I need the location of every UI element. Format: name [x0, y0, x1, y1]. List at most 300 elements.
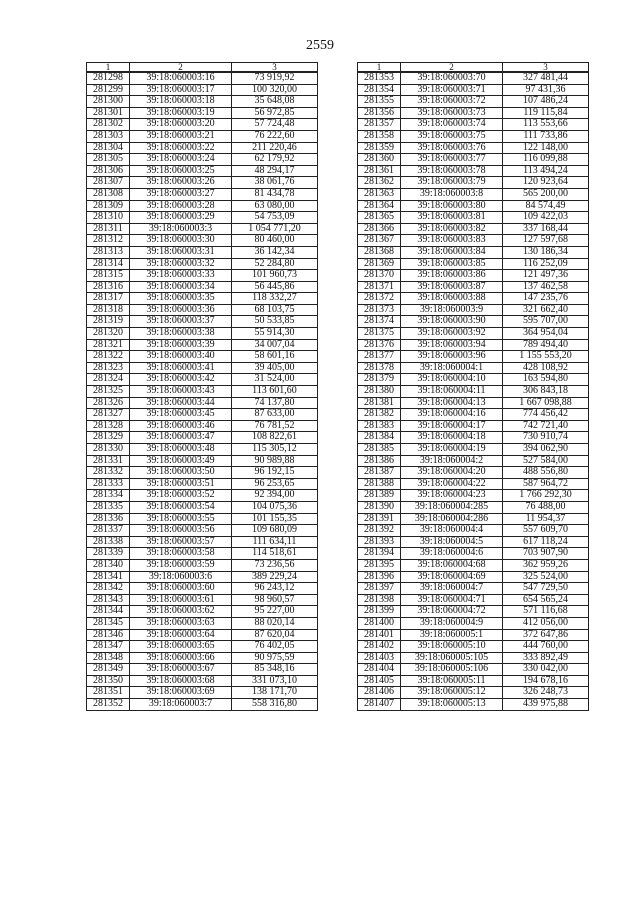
value-cell: 87 620,04 [232, 629, 318, 641]
value-cell: 330 042,00 [503, 664, 589, 676]
cadastral-number-cell: 39:18:060003:20 [130, 119, 232, 131]
cadastral-number-cell: 39:18:060003:51 [130, 478, 232, 490]
row-number-cell: 281385 [358, 444, 401, 456]
cadastral-number-cell: 39:18:060003:88 [401, 293, 503, 305]
table-row [358, 420, 589, 432]
cadastral-number-cell: 39:18:060004:11 [401, 386, 503, 398]
table-row [358, 513, 589, 525]
cadastral-number-cell: 39:18:060003:70 [401, 72, 503, 84]
cadastral-number-cell: 39:18:060004:2 [401, 455, 503, 467]
table-row [358, 281, 589, 293]
cadastral-number-cell: 39:18:060003:38 [130, 328, 232, 340]
cadastral-number-cell: 39:18:060003:73 [401, 107, 503, 119]
table-row [358, 258, 589, 270]
value-cell: 63 080,00 [232, 200, 318, 212]
cadastral-number-cell: 39:18:060003:68 [130, 675, 232, 687]
table-row [87, 617, 318, 629]
cadastral-number-cell: 39:18:060003:83 [401, 235, 503, 247]
table-row [87, 594, 318, 606]
value-cell: 74 137,80 [232, 397, 318, 409]
table-row [358, 467, 589, 479]
table-row [87, 478, 318, 490]
value-cell: 389 229,24 [232, 571, 318, 583]
value-cell: 107 486,24 [503, 96, 589, 108]
table-row [358, 571, 589, 583]
row-number-cell: 281395 [358, 559, 401, 571]
table-row [358, 119, 589, 131]
row-number-cell: 281348 [87, 652, 130, 664]
row-number-cell: 281379 [358, 374, 401, 386]
table-row [87, 687, 318, 699]
cadastral-number-cell: 39:18:060003:31 [130, 246, 232, 258]
value-cell: 101 155,35 [232, 513, 318, 525]
cadastral-number-cell: 39:18:060003:65 [130, 641, 232, 653]
cadastral-number-cell: 39:18:060005:105 [401, 652, 503, 664]
row-number-cell: 281313 [87, 246, 130, 258]
value-cell: 62 179,92 [232, 154, 318, 166]
table-row [358, 432, 589, 444]
table-row [358, 84, 589, 96]
row-number-cell: 281347 [87, 641, 130, 653]
cadastral-number-cell: 39:18:060005:13 [401, 699, 503, 711]
value-cell: 774 456,42 [503, 409, 589, 421]
table-row [87, 223, 318, 235]
row-number-cell: 281381 [358, 397, 401, 409]
cadastral-number-cell: 39:18:060003:78 [401, 165, 503, 177]
value-cell: 547 729,50 [503, 583, 589, 595]
table-row [87, 119, 318, 131]
table-row [358, 525, 589, 537]
table-row [87, 513, 318, 525]
cadastral-number-cell: 39:18:060003:81 [401, 212, 503, 224]
value-cell: 98 960,57 [232, 594, 318, 606]
row-number-cell: 281386 [358, 455, 401, 467]
table-row [87, 536, 318, 548]
table-row [358, 142, 589, 154]
value-cell: 428 108,92 [503, 362, 589, 374]
value-cell: 127 597,68 [503, 235, 589, 247]
cadastral-number-cell: 39:18:060003:77 [401, 154, 503, 166]
table-row [358, 246, 589, 258]
row-number-cell: 281398 [358, 594, 401, 606]
value-cell: 111 634,11 [232, 536, 318, 548]
row-number-cell: 281374 [358, 316, 401, 328]
table-row [358, 328, 589, 340]
row-number-cell: 281394 [358, 548, 401, 560]
value-cell: 362 959,26 [503, 559, 589, 571]
value-cell: 113 553,66 [503, 119, 589, 131]
value-cell: 80 460,00 [232, 235, 318, 247]
cadastral-number-cell: 39:18:060003:75 [401, 130, 503, 142]
cadastral-number-cell: 39:18:060003:55 [130, 513, 232, 525]
cadastral-number-cell: 39:18:060003:26 [130, 177, 232, 189]
cadastral-number-cell: 39:18:060003:74 [401, 119, 503, 131]
table-row [87, 316, 318, 328]
table-row [358, 444, 589, 456]
row-number-cell: 281397 [358, 583, 401, 595]
row-number-cell: 281370 [358, 270, 401, 282]
row-number-cell: 281343 [87, 594, 130, 606]
value-cell: 558 316,80 [232, 699, 318, 711]
value-cell: 742 721,40 [503, 420, 589, 432]
cadastral-number-cell: 39:18:060003:59 [130, 559, 232, 571]
column-header: 3 [232, 63, 318, 73]
table-row [87, 652, 318, 664]
row-number-cell: 281299 [87, 84, 130, 96]
table-row [87, 84, 318, 96]
value-cell: 557 609,70 [503, 525, 589, 537]
cadastral-number-cell: 39:18:060004:4 [401, 525, 503, 537]
table-row [87, 212, 318, 224]
cadastral-number-cell: 39:18:060003:37 [130, 316, 232, 328]
row-number-cell: 281298 [87, 72, 130, 84]
table-row [87, 107, 318, 119]
row-number-cell: 281390 [358, 501, 401, 513]
row-number-cell: 281357 [358, 119, 401, 131]
value-cell: 325 524,00 [503, 571, 589, 583]
table-row [358, 490, 589, 502]
value-cell: 57 724,48 [232, 119, 318, 131]
cadastral-number-cell: 39:18:060003:54 [130, 501, 232, 513]
row-number-cell: 281380 [358, 386, 401, 398]
table-row [358, 641, 589, 653]
table-row [358, 675, 589, 687]
table-row [358, 664, 589, 676]
cadastral-number-cell: 39:18:060004:72 [401, 606, 503, 618]
table-row [358, 130, 589, 142]
value-cell: 73 236,56 [232, 559, 318, 571]
value-cell: 571 116,68 [503, 606, 589, 618]
cadastral-number-cell: 39:18:060004:6 [401, 548, 503, 560]
table-row [87, 177, 318, 189]
row-number-cell: 281353 [358, 72, 401, 84]
value-cell: 38 061,76 [232, 177, 318, 189]
table-row [87, 293, 318, 305]
cadastral-number-cell: 39:18:060003:32 [130, 258, 232, 270]
cadastral-number-cell: 39:18:060004:13 [401, 397, 503, 409]
row-number-cell: 281312 [87, 235, 130, 247]
value-cell: 527 584,00 [503, 455, 589, 467]
row-number-cell: 281311 [87, 223, 130, 235]
cadastral-number-cell: 39:18:060004:68 [401, 559, 503, 571]
table-row [87, 188, 318, 200]
cadastral-number-cell: 39:18:060003:90 [401, 316, 503, 328]
row-number-cell: 281334 [87, 490, 130, 502]
value-cell: 565 200,00 [503, 188, 589, 200]
row-number-cell: 281340 [87, 559, 130, 571]
table-row [358, 107, 589, 119]
cadastral-number-cell: 39:18:060004:7 [401, 583, 503, 595]
row-number-cell: 281405 [358, 675, 401, 687]
cadastral-number-cell: 39:18:060003:84 [401, 246, 503, 258]
value-cell: 327 481,44 [503, 72, 589, 84]
cadastral-number-cell: 39:18:060003:36 [130, 304, 232, 316]
value-cell: 147 235,76 [503, 293, 589, 305]
value-cell: 321 662,40 [503, 304, 589, 316]
cadastral-number-cell: 39:18:060003:17 [130, 84, 232, 96]
table-row [358, 699, 589, 711]
cadastral-number-cell: 39:18:060003:49 [130, 455, 232, 467]
row-number-cell: 281345 [87, 617, 130, 629]
cadastral-number-cell: 39:18:060004:23 [401, 490, 503, 502]
row-number-cell: 281399 [358, 606, 401, 618]
table-row [87, 374, 318, 386]
row-number-cell: 281361 [358, 165, 401, 177]
row-number-cell: 281339 [87, 548, 130, 560]
table-row [87, 270, 318, 282]
cadastral-number-cell: 39:18:060005:1 [401, 629, 503, 641]
table-row [87, 409, 318, 421]
table-row [87, 571, 318, 583]
value-cell: 56 972,85 [232, 107, 318, 119]
row-number-cell: 281402 [358, 641, 401, 653]
table-row [87, 467, 318, 479]
table-row [358, 165, 589, 177]
row-number-cell: 281360 [358, 154, 401, 166]
row-number-cell: 281407 [358, 699, 401, 711]
value-cell: 108 822,61 [232, 432, 318, 444]
table-row [87, 130, 318, 142]
table-row [87, 304, 318, 316]
table-row [358, 455, 589, 467]
cadastral-number-cell: 39:18:060003:63 [130, 617, 232, 629]
row-number-cell: 281306 [87, 165, 130, 177]
table-row [358, 235, 589, 247]
value-cell: 58 601,16 [232, 351, 318, 363]
cadastral-number-cell: 39:18:060004:285 [401, 501, 503, 513]
value-cell: 337 168,44 [503, 223, 589, 235]
value-cell: 1 766 292,30 [503, 490, 589, 502]
cadastral-number-cell: 39:18:060003:41 [130, 362, 232, 374]
table-row [87, 559, 318, 571]
row-number-cell: 281326 [87, 397, 130, 409]
table-row [358, 223, 589, 235]
row-number-cell: 281356 [358, 107, 401, 119]
value-cell: 104 075,36 [232, 501, 318, 513]
table-row [358, 409, 589, 421]
value-cell: 439 975,88 [503, 699, 589, 711]
cadastral-number-cell: 39:18:060003:67 [130, 664, 232, 676]
row-number-cell: 281325 [87, 386, 130, 398]
table-row [358, 652, 589, 664]
value-cell: 488 556,80 [503, 467, 589, 479]
table-row [358, 559, 589, 571]
row-number-cell: 281359 [358, 142, 401, 154]
cadastral-number-cell: 39:18:060003:35 [130, 293, 232, 305]
table-row [87, 525, 318, 537]
row-number-cell: 281302 [87, 119, 130, 131]
table-row [87, 444, 318, 456]
table-row [358, 548, 589, 560]
table-row [358, 501, 589, 513]
value-cell: 333 892,49 [503, 652, 589, 664]
cadastral-number-cell: 39:18:060003:44 [130, 397, 232, 409]
row-number-cell: 281344 [87, 606, 130, 618]
table-row [87, 490, 318, 502]
value-cell: 109 422,03 [503, 212, 589, 224]
value-cell: 1 667 098,88 [503, 397, 589, 409]
cadastral-number-cell: 39:18:060004:17 [401, 420, 503, 432]
cadastral-number-cell: 39:18:060003:85 [401, 258, 503, 270]
cadastral-number-cell: 39:18:060003:66 [130, 652, 232, 664]
table-row [358, 293, 589, 305]
table-row [87, 72, 318, 84]
cadastral-number-cell: 39:18:060004:5 [401, 536, 503, 548]
value-cell: 76 488,00 [503, 501, 589, 513]
table-row [87, 386, 318, 398]
table-row [87, 362, 318, 374]
row-number-cell: 281388 [358, 478, 401, 490]
table-row [358, 212, 589, 224]
value-cell: 48 294,17 [232, 165, 318, 177]
page-number: 2559 [306, 38, 334, 53]
cadastral-number-cell: 39:18:060003:82 [401, 223, 503, 235]
value-cell: 116 099,88 [503, 154, 589, 166]
row-number-cell: 281369 [358, 258, 401, 270]
value-cell: 56 445,86 [232, 281, 318, 293]
cadastral-number-cell: 39:18:060004:20 [401, 467, 503, 479]
row-number-cell: 281349 [87, 664, 130, 676]
cadastral-number-cell: 39:18:060003:48 [130, 444, 232, 456]
cadastral-number-cell: 39:18:060003:29 [130, 212, 232, 224]
cadastral-number-cell: 39:18:060004:9 [401, 617, 503, 629]
value-cell: 122 148,00 [503, 142, 589, 154]
value-cell: 114 518,61 [232, 548, 318, 560]
cadastral-number-cell: 39:18:060003:57 [130, 536, 232, 548]
row-number-cell: 281319 [87, 316, 130, 328]
value-cell: 116 252,09 [503, 258, 589, 270]
table-row [87, 455, 318, 467]
value-cell: 35 648,08 [232, 96, 318, 108]
cadastral-number-cell: 39:18:060003:16 [130, 72, 232, 84]
row-number-cell: 281335 [87, 501, 130, 513]
row-number-cell: 281400 [358, 617, 401, 629]
table-row [358, 351, 589, 363]
row-number-cell: 281367 [358, 235, 401, 247]
value-cell: 1 155 553,20 [503, 351, 589, 363]
value-cell: 39 405,00 [232, 362, 318, 374]
row-number-cell: 281362 [358, 177, 401, 189]
cadastral-number-cell: 39:18:060003:43 [130, 386, 232, 398]
table-row [87, 154, 318, 166]
table-row [87, 629, 318, 641]
cadastral-number-cell: 39:18:060003:47 [130, 432, 232, 444]
table-row [87, 142, 318, 154]
row-number-cell: 281372 [358, 293, 401, 305]
column-header: 2 [130, 63, 232, 73]
value-cell: 76 222,60 [232, 130, 318, 142]
cadastral-number-cell: 39:18:060004:22 [401, 478, 503, 490]
table-row [358, 188, 589, 200]
cadastral-number-cell: 39:18:060003:72 [401, 96, 503, 108]
cadastral-number-cell: 39:18:060003:52 [130, 490, 232, 502]
row-number-cell: 281320 [87, 328, 130, 340]
table-row [87, 432, 318, 444]
cadastral-number-cell: 39:18:060004:1 [401, 362, 503, 374]
table-row [87, 351, 318, 363]
value-cell: 444 760,00 [503, 641, 589, 653]
table-right [357, 62, 589, 711]
row-number-cell: 281363 [358, 188, 401, 200]
value-cell: 52 284,80 [232, 258, 318, 270]
table-row [87, 583, 318, 595]
table-row [87, 235, 318, 247]
value-cell: 68 103,75 [232, 304, 318, 316]
row-number-cell: 281404 [358, 664, 401, 676]
row-number-cell: 281304 [87, 142, 130, 154]
row-number-cell: 281315 [87, 270, 130, 282]
value-cell: 119 115,84 [503, 107, 589, 119]
value-cell: 109 680,09 [232, 525, 318, 537]
cadastral-number-cell: 39:18:060003:7 [130, 699, 232, 711]
value-cell: 118 332,27 [232, 293, 318, 305]
value-cell: 163 594,80 [503, 374, 589, 386]
cadastral-number-cell: 39:18:060003:28 [130, 200, 232, 212]
table-row [87, 664, 318, 676]
value-cell: 96 192,15 [232, 467, 318, 479]
cadastral-number-cell: 39:18:060003:19 [130, 107, 232, 119]
cadastral-number-cell: 39:18:060003:9 [401, 304, 503, 316]
value-cell: 97 431,36 [503, 84, 589, 96]
value-cell: 364 954,04 [503, 328, 589, 340]
row-number-cell: 281324 [87, 374, 130, 386]
cadastral-number-cell: 39:18:060003:58 [130, 548, 232, 560]
table-row [358, 339, 589, 351]
table-row [358, 536, 589, 548]
cadastral-number-cell: 39:18:060003:56 [130, 525, 232, 537]
row-number-cell: 281391 [358, 513, 401, 525]
value-cell: 55 914,30 [232, 328, 318, 340]
row-number-cell: 281376 [358, 339, 401, 351]
row-number-cell: 281331 [87, 455, 130, 467]
table-row [358, 386, 589, 398]
cadastral-number-cell: 39:18:060005:11 [401, 675, 503, 687]
row-number-cell: 281322 [87, 351, 130, 363]
cadastral-number-cell: 39:18:060003:40 [130, 351, 232, 363]
row-number-cell: 281336 [87, 513, 130, 525]
value-cell: 11 954,37 [503, 513, 589, 525]
table-row [358, 96, 589, 108]
row-number-cell: 281384 [358, 432, 401, 444]
table-row [87, 606, 318, 618]
cadastral-number-cell: 39:18:060003:24 [130, 154, 232, 166]
table-row [358, 629, 589, 641]
row-number-cell: 281377 [358, 351, 401, 363]
table-row [358, 606, 589, 618]
value-cell: 121 497,36 [503, 270, 589, 282]
row-number-cell: 281303 [87, 130, 130, 142]
cadastral-number-cell: 39:18:060003:71 [401, 84, 503, 96]
cadastral-number-cell: 39:18:060005:12 [401, 687, 503, 699]
row-number-cell: 281318 [87, 304, 130, 316]
row-number-cell: 281389 [358, 490, 401, 502]
cadastral-number-cell: 39:18:060003:79 [401, 177, 503, 189]
cadastral-number-cell: 39:18:060004:16 [401, 409, 503, 421]
cadastral-number-cell: 39:18:060003:94 [401, 339, 503, 351]
row-number-cell: 281305 [87, 154, 130, 166]
table-row [358, 177, 589, 189]
row-number-cell: 281338 [87, 536, 130, 548]
row-number-cell: 281358 [358, 130, 401, 142]
value-cell: 34 007,04 [232, 339, 318, 351]
table-row [87, 328, 318, 340]
table-row [87, 641, 318, 653]
table-row [358, 594, 589, 606]
row-number-cell: 281337 [87, 525, 130, 537]
cadastral-number-cell: 39:18:060004:286 [401, 513, 503, 525]
value-cell: 587 964,72 [503, 478, 589, 490]
table-row [87, 420, 318, 432]
